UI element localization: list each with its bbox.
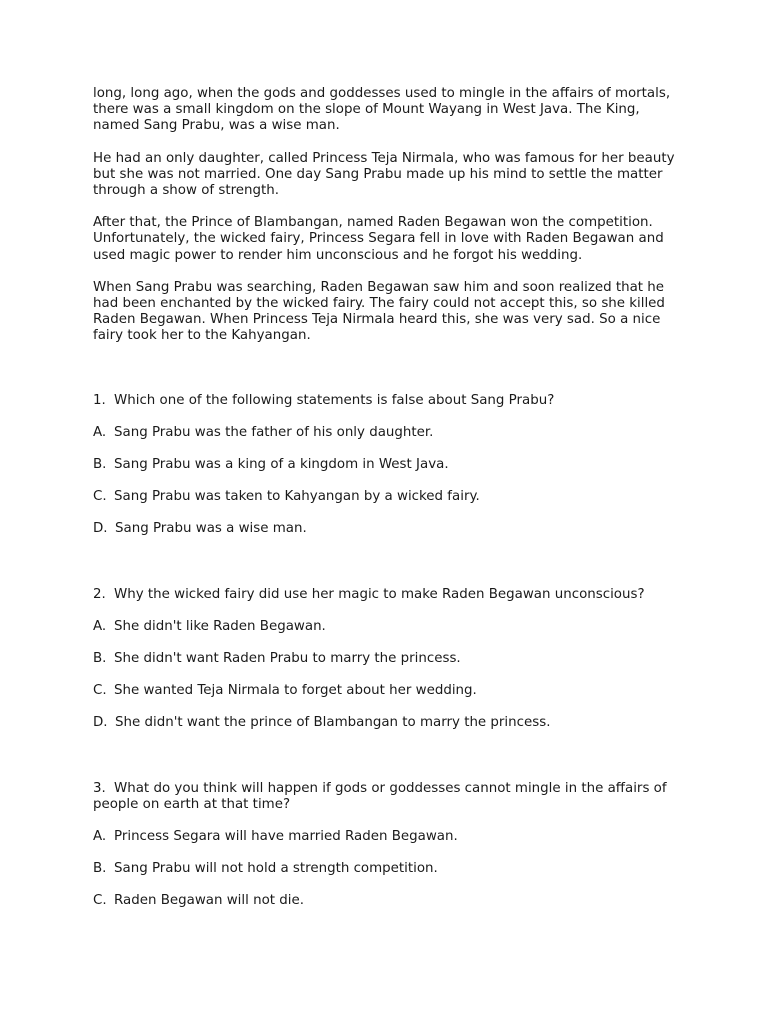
- spacer: [93, 554, 683, 587]
- question-2: [93, 587, 683, 732]
- passage-paragraph: When Sang Prabu was searching, Raden Begawan saw him and soon realized that he had been enchanted by the wicked fairy. The fairy could not accept this, so she killed Raden Begawan. When Princess Teja Nirmala heard this, she was very sad. So a nice fairy took her to the Kahyangan.: [93, 279, 665, 344]
- answer-option[interactable]: [93, 715, 683, 731]
- question-text: Why the wicked fairy did use her magic to make Raden Begawan unconscious?: [114, 586, 645, 602]
- option-letter: C.: [93, 489, 107, 505]
- option-letter: A.: [93, 424, 107, 440]
- passage-paragraph: After that, the Prince of Blambangan, named Raden Begawan won the competition. Unfortunately, the wicked fairy, Princess Segara fell in love with Raden Begawan and used magic power to render him unconscious and he forgot his wedding.: [93, 215, 664, 263]
- question-number: 3.: [93, 780, 106, 796]
- answer-option[interactable]: [93, 619, 683, 635]
- question-3: [93, 781, 683, 910]
- option-text: Sang Prabu will not hold a strength competition.: [114, 861, 438, 877]
- option-letter: B.: [93, 651, 107, 667]
- reading-passage: [93, 86, 683, 345]
- option-letter: A.: [93, 829, 107, 845]
- question-number: 2.: [93, 586, 106, 602]
- answer-option[interactable]: [93, 683, 683, 699]
- option-letter: A.: [93, 618, 107, 634]
- option-text: She wanted Teja Nirmala to forget about her wedding.: [114, 683, 477, 699]
- answer-option[interactable]: [93, 489, 683, 505]
- question-number: 1.: [93, 392, 106, 408]
- answer-option[interactable]: [93, 861, 683, 877]
- option-text: She didn't want Raden Prabu to marry the princess.: [114, 651, 461, 667]
- document-page: [93, 86, 683, 926]
- option-text: She didn't want the prince of Blambangan to marry the princess.: [115, 715, 551, 731]
- question-text: What do you think will happen if gods or goddesses cannot mingle in the affairs of people on earth at that time?: [93, 780, 667, 812]
- option-letter: C.: [93, 893, 107, 909]
- option-text: Sang Prabu was a king of a kingdom in West Java.: [114, 457, 449, 473]
- passage-paragraph: He had an only daughter, called Princess Teja Nirmala, who was famous for her beauty but she was not married. One day Sang Prabu made up his mind to settle the matter through a show of strength.: [93, 150, 675, 199]
- option-text: Princess Segara will have married Raden Begawan.: [114, 829, 458, 845]
- answer-option[interactable]: [93, 521, 683, 537]
- question-text: Which one of the following statements is false about Sang Prabu?: [114, 392, 555, 408]
- passage-paragraph: long, long ago, when the gods and goddesses used to mingle in the affairs of mortals, there was a small kingdom on the slope of Mount Wayang in West Java. The King, named Sang Prabu, was a wise man.: [93, 86, 671, 134]
- option-letter: C.: [93, 683, 107, 699]
- option-text: Sang Prabu was a wise man.: [115, 521, 307, 537]
- question-stem: [93, 587, 683, 603]
- answer-option[interactable]: [93, 457, 683, 473]
- option-text: Sang Prabu was the father of his only daughter.: [114, 424, 434, 440]
- option-text: Sang Prabu was taken to Kahyangan by a wicked fairy.: [114, 489, 480, 505]
- option-text: Raden Begawan will not die.: [114, 893, 304, 909]
- answer-option[interactable]: [93, 893, 683, 909]
- spacer: [93, 748, 683, 781]
- option-letter: B.: [93, 457, 107, 473]
- question-stem: [93, 781, 683, 813]
- answer-option[interactable]: [93, 651, 683, 667]
- question-1: [93, 393, 683, 538]
- spacer: [93, 361, 683, 393]
- option-letter: D.: [93, 521, 108, 537]
- answer-option[interactable]: [93, 425, 683, 441]
- answer-option[interactable]: [93, 829, 683, 845]
- option-letter: D.: [93, 715, 108, 731]
- option-text: She didn't like Raden Begawan.: [114, 618, 326, 634]
- option-letter: B.: [93, 861, 107, 877]
- question-stem: [93, 393, 683, 409]
